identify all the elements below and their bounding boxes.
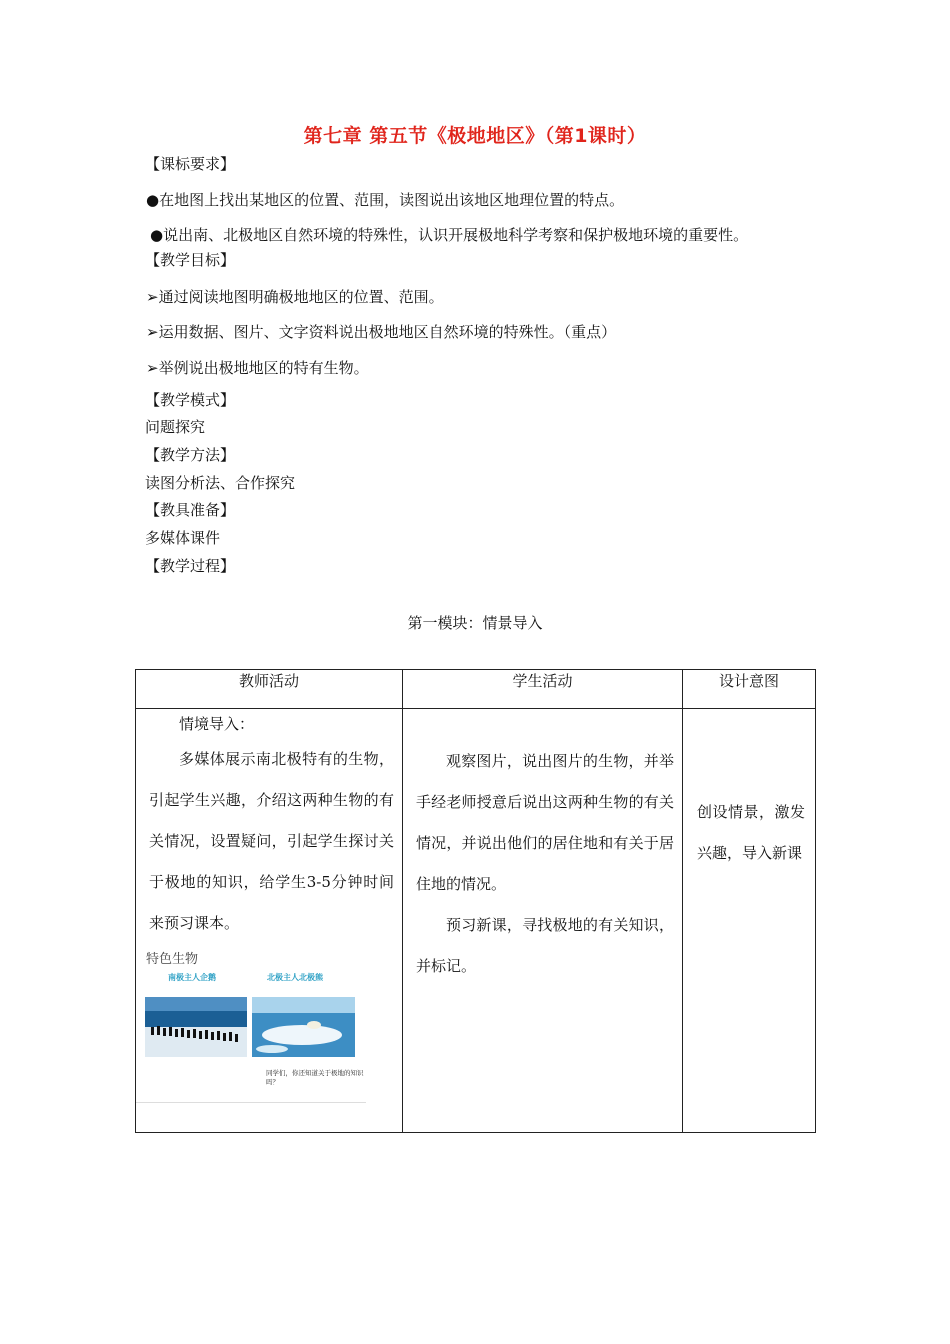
polar-bear-photo bbox=[252, 997, 355, 1057]
goals-label: 【教学目标】 bbox=[145, 251, 236, 269]
teacher-text: 多媒体展示南北极特有的生物，引起学生兴趣，介绍这两种生物的有关情况，设置疑问，引起学生探讨关于极地的知识，给学生3-5分钟时间来预习课本。 bbox=[149, 750, 394, 932]
intent-text: 创设情景，激发兴趣，导入新课 bbox=[697, 803, 805, 862]
goal-item: ➢通过阅读地图明确极地地区的位置、范围。 bbox=[146, 288, 444, 306]
tools-label: 【教具准备】 bbox=[145, 501, 236, 519]
table-header-row bbox=[136, 670, 816, 709]
teacher-cell bbox=[136, 709, 403, 1133]
lesson-table bbox=[135, 669, 816, 1133]
mode-label: 【教学模式】 bbox=[145, 391, 236, 409]
method-value: 读图分析法、合作探究 bbox=[145, 474, 296, 492]
curriculum-label: 【课标要求】 bbox=[145, 155, 236, 173]
polar-animals-figure bbox=[136, 952, 368, 1112]
table-row bbox=[136, 709, 816, 1133]
student-cell bbox=[403, 709, 683, 1133]
caption-penguin: 南极主人企鹅 bbox=[168, 973, 216, 982]
tools-value: 多媒体课件 bbox=[145, 529, 221, 547]
module-title: 第一模块：情景导入 bbox=[407, 614, 543, 632]
figure-divider bbox=[136, 1102, 366, 1103]
method-label: 【教学方法】 bbox=[145, 446, 236, 464]
goal-item: ➢举例说出极地地区的特有生物。 bbox=[146, 359, 369, 377]
process-label: 【教学过程】 bbox=[145, 557, 236, 575]
caption-polar-bear: 北极主人北极熊 bbox=[267, 973, 323, 982]
student-text-2: 预习新课，寻找极地的有关知识，并标记。 bbox=[416, 916, 674, 975]
page-title: 第七章 第五节《极地地区》（第1课时） bbox=[303, 125, 647, 147]
header-teacher: 教师活动 bbox=[136, 670, 403, 709]
figure-note: 同学们，你还知道关于极地的知识吗？ bbox=[266, 1069, 364, 1086]
student-text-1: 观察图片，说出图片的生物，并举手经老师授意后说出这两种生物的有关情况，并说出他们的居住地和有关于居住地的情况。 bbox=[416, 752, 674, 893]
mode-value: 问题探究 bbox=[145, 418, 206, 436]
figure-title: 特色生物 bbox=[146, 952, 199, 967]
curriculum-item: ●说出南、北极地区自然环境的特殊性，认识开展极地科学考察和保护极地环境的重要性。 bbox=[150, 226, 749, 244]
intent-cell bbox=[683, 709, 816, 1133]
curriculum-item: ●在地图上找出某地区的位置、范围，读图说出该地区地理位置的特点。 bbox=[146, 191, 625, 209]
teacher-intro: 情境导入： bbox=[179, 715, 255, 733]
goal-item: ➢运用数据、图片、文字资料说出极地地区自然环境的特殊性。（重点） bbox=[146, 323, 617, 341]
header-student: 学生活动 bbox=[403, 670, 683, 709]
penguin-photo bbox=[145, 997, 247, 1057]
header-intent: 设计意图 bbox=[683, 670, 816, 709]
